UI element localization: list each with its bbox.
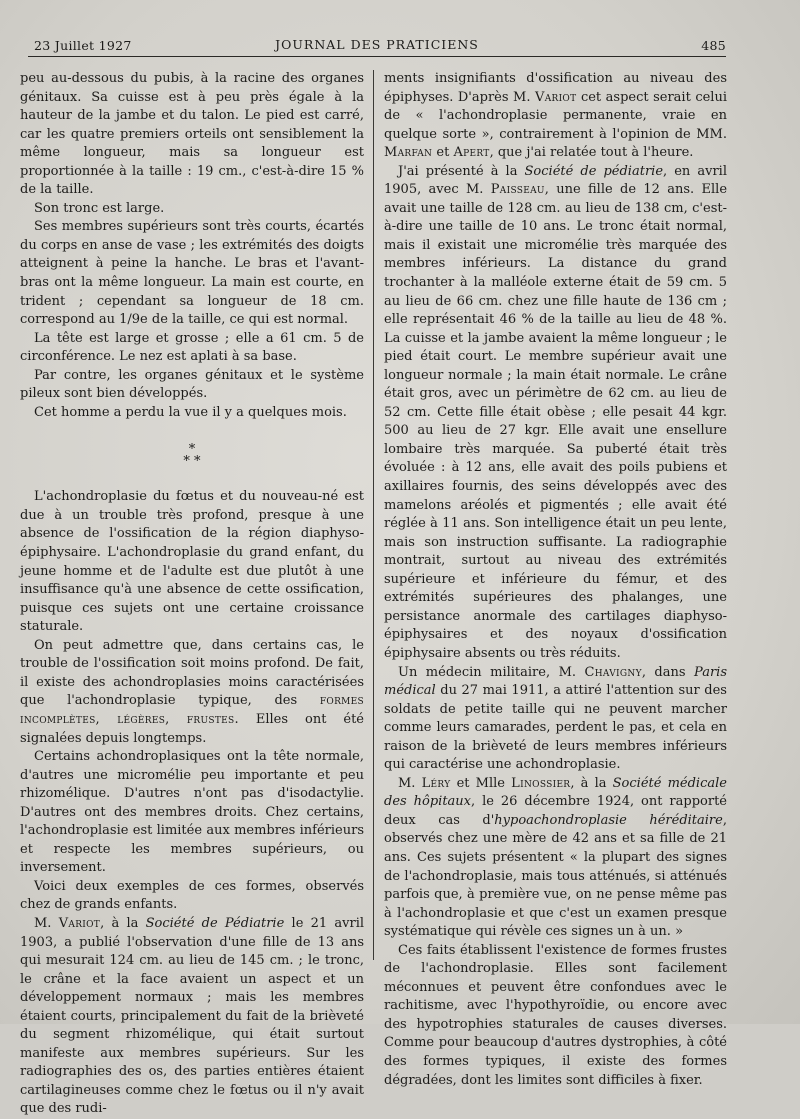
paragraph-text: M. — [34, 915, 52, 931]
condition-name: hypoachondroplasie héréditaire — [494, 812, 723, 828]
author-name: Variot — [58, 915, 101, 931]
page-header — [28, 36, 726, 56]
paragraph — [20, 915, 364, 1119]
author-name: Linossier — [511, 775, 571, 791]
paragraph-text: , en avril 1905, avec M. — [384, 163, 727, 198]
paragraph-text: On peut admettre que, dans certains cas, le trouble de l'ossification soit moins profond. De fait, il existe des achondroplasies moins caractérisées que l'achondroplasie typique, des — [20, 637, 364, 709]
society-name: Société médicale des hôpitaux — [384, 775, 727, 810]
paragraph — [384, 664, 727, 775]
paragraph-text: Elles ont été signalées depuis longtemps. — [20, 711, 364, 746]
page-number: 485 — [701, 38, 726, 53]
society-name: Société de pédiatrie — [524, 163, 664, 179]
paragraph — [20, 637, 364, 748]
paragraph-text: et Mlle — [456, 775, 506, 791]
author-name: Variot — [535, 89, 577, 105]
emphasis-small-caps: formes incomplètes, légères, frustes. — [20, 693, 364, 727]
author-name: Marfan — [384, 145, 433, 161]
journal-title: JOURNAL DES PRATICIENS — [275, 37, 479, 52]
paragraph-text: , le 26 décembre 1924, ont rapporté deux cas d' — [384, 794, 727, 828]
paragraph: La tête est large et grosse ; elle a 61 cm. 5 de circonférence. Le nez est aplati à sa base. — [20, 330, 364, 365]
paragraph-text: , que j'ai relatée tout à l'heure. — [489, 145, 694, 161]
separator-star-pair: * * — [183, 454, 201, 470]
paragraph-text: le 21 avril 1903, a publié l'observation d'une fille de 13 ans qui mesurait 124 cm. au lieu de 145 cm. ; le tronc, le crâne et la face avaient un aspect et un développement normaux ; mais les membres étaient courts, principalement du fait de la brièveté du segment rhizomélique, qui était surtout manifeste aux membres supérieurs. Sur les radiographies des os, des parties entières étaient cartilagineuses comme chez le fœtus ou il n'y avait que des rudi- — [20, 915, 365, 1117]
paragraph: Cet homme a perdu la vue il y a quelques mois. — [34, 404, 347, 420]
journal-name: Paris médical — [384, 664, 727, 699]
paragraph: Certains achondroplasiques ont la tête normale, d'autres une micromélie peu importante et peu rhizomélique. D'autres n'ont pas d'isodactylie. D'autres ont des membres droits. Chez certains, l'achondroplasie est limitée aux membres inférieurs et respecte les membres supérieurs, ou inversement. — [20, 749, 364, 876]
issue-date: 23 Juillet 1927 — [34, 38, 132, 53]
column-divider — [373, 70, 374, 960]
paragraph-text: , à la — [570, 775, 607, 791]
paragraph: peu au-dessous du pubis, à la racine des organes génitaux. Sa cuisse est à peu près égale à la hauteur de la jambe et du talon. Le pied est carré, car les quatre premiers orteils ont sensiblement la même longueur, mais sa longueur est proportionnée à la taille : 19 cm., c'est-à-dire 15 % de la taille. — [20, 71, 364, 198]
header-rule — [28, 56, 726, 57]
paragraph-text: Un médecin militaire, M. — [398, 664, 577, 680]
separator-star: * — [188, 442, 196, 458]
paragraph-text: cet aspect serait celui de « l'achondroplasie permanente, vraie en quelque sorte », contrairement à l'opinion de MM. — [384, 89, 727, 142]
author-name: Léry — [421, 775, 451, 791]
paragraph-text: J'ai présenté à la — [398, 163, 518, 179]
paragraph-text: ments insignifiants d'ossification au niveau des épiphyses. D'après M. — [384, 71, 727, 105]
paragraph — [384, 163, 727, 664]
paragraph-text: , observés chez une mère de 42 ans et sa fille de 21 ans. Ces sujets présentent « la plupart des signes de l'achondroplasie, mais tous atténués, si atténués parfois que, à première vue, on ne pense même pas à l'achondroplasie et que c'est un examen presque systématique qui révèle ces signes un à un. » — [384, 812, 727, 940]
author-name: Chavigny — [584, 664, 642, 680]
paragraph: Ses membres supérieurs sont très courts, écartés du corps en anse de vase ; les extrémités des doigts atteignent à peine la hanche. Le bras et l'avant-bras ont la même longueur. La main est courte, en trident ; cependant sa longueur de 18 cm. correspond au 1/9e de la taille, ce qui est normal. — [20, 219, 364, 328]
paragraph: Ces faits établissent l'existence de formes frustes de l'achondroplasie. Elles sont facilement méconnues et peuvent être confondues avec le rachitisme, avec l'hypothyroïdie, ou encore avec des hypotrophies staturales de causes diverses. Comme pour beaucoup d'autres dystrophies, à côté des formes typiques, il existe des formes dégradées, dont les limites sont difficiles à fixer. — [384, 942, 727, 1088]
left-column — [20, 70, 364, 1119]
paragraph-text: du 27 mai 1911, a attiré l'attention sur des soldats de petite taille qui ne peuvent marcher comme leurs camarades, perdent le pas, et cela en raison de la brièveté de leurs membres inférieurs qui caractérise une achondroplasie. — [384, 683, 727, 773]
paragraph-text: M. — [398, 775, 416, 791]
paragraph — [384, 775, 727, 942]
paragraph: L'achondroplasie du fœtus et du nouveau-né est due à un trouble très profond, presque à une absence de l'ossification de la région diaphyso-épiphysaire. L'achondroplasie du grand enfant, du jeune homme et de l'adulte est due plutôt à une insuffisance qu'à une absence de cette ossification, puisque ces sujets ont une certaine croissance staturale. — [20, 489, 364, 635]
paragraph — [384, 70, 727, 163]
society-name: Société de Pédiatrie — [145, 915, 285, 931]
paragraph-text: , à la — [100, 915, 139, 931]
paragraph: Voici deux exemples de ces formes, observés chez de grands enfants. — [20, 878, 364, 913]
paragraph-text: et — [436, 145, 450, 161]
paragraph-text: , dans — [641, 664, 686, 680]
paragraph: Son tronc est large. — [34, 200, 165, 216]
paragraph-text: , une fille de 12 ans. Elle avait une taille de 128 cm. au lieu de 138 cm, c'est-à-dire une taille de 10 ans. Le tronc était normal, mais il existait une micromélie très marquée des membres inférieurs. La distance du grand trochanter à la malléole externe était de 59 cm. 5 au lieu de 66 cm. chez une fille haute de 136 cm ; elle représentait 46 % de la taille au lieu de 48 %. La cuisse et la jambe avaient la même longueur ; le pied était court. Le membre supérieur avait une longueur normale ; la main était normale. Le crâne était gros, avec un périmètre de 62 cm. au lieu de 52 cm. Cette fille était obèse ; elle pesait 44 kgr. 500 au lieu de 27 kgr. Elle avait une ensellure lombaire très marquée. Sa puberté était très évoluée : à 12 ans, elle avait des poils pubiens et axillaires fournis, des seins développés avec des mamelons aréolés et pigmentés ; elle avait été réglée à 11 ans. Son intelligence était un peu lente, mais son instruction suffisante. La radiographie montrait, surtout au niveau des extrémités supérieure et inférieure du fémur, et des extrémités supérieures des phalanges, une persistance anormale des cartilages diaphyso-épiphysaires et des noyaux d'ossification épiphysaire absents ou très réduits. — [384, 182, 728, 661]
section-separator — [20, 444, 364, 468]
author-name: Apert — [453, 145, 490, 161]
paragraph: Par contre, les organes génitaux et le système pileux sont bien développés. — [20, 367, 364, 402]
right-column — [384, 70, 727, 1090]
author-name: Paisseau — [490, 182, 545, 198]
